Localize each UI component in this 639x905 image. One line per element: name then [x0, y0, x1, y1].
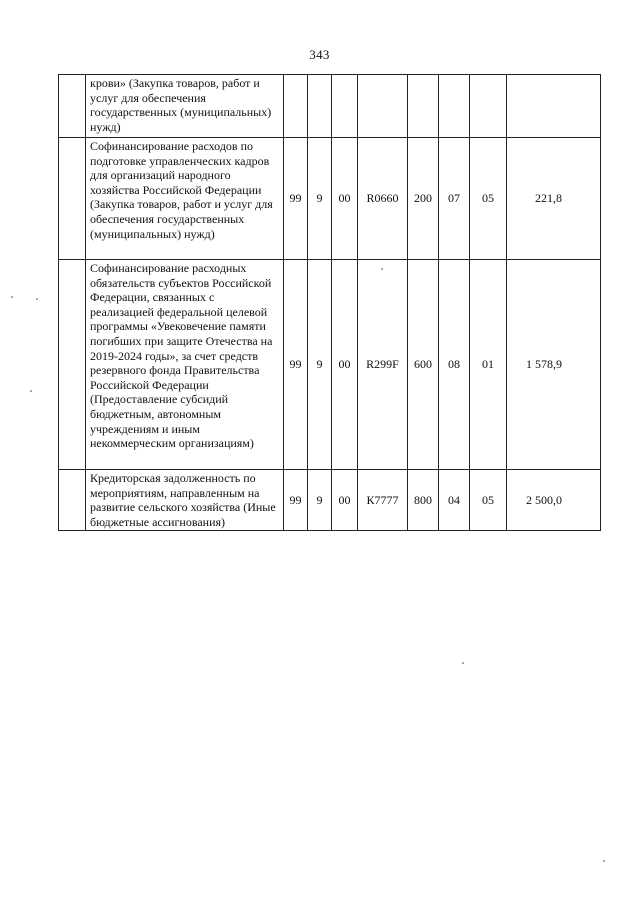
scan-speck [462, 662, 464, 664]
page-number: 343 [309, 47, 330, 62]
amount-cell: 221,8 [507, 138, 601, 260]
description-cell: Кредиторская задолженность по мероприятиям, направленным на развитие сельского хозяйства (Иные бюджетные ассигнования) [86, 470, 284, 531]
table-row [59, 138, 601, 260]
expense-type-cell: 800 [408, 470, 439, 531]
scan-speck [603, 860, 605, 862]
expense-type-cell: 600 [408, 260, 439, 470]
subsection-cell: 05 [470, 138, 507, 260]
target-article-cell [358, 75, 408, 138]
target-article-cell: R0660 [358, 138, 408, 260]
code-cell: 00 [332, 470, 358, 531]
code-cell: 9 [308, 138, 332, 260]
subsection-cell: 05 [470, 470, 507, 531]
amount-cell: 1 578,9 [507, 260, 601, 470]
table-row [59, 260, 601, 470]
amount-cell [507, 75, 601, 138]
code-cell: 99 [284, 138, 308, 260]
budget-table [58, 74, 601, 531]
amount-cell: 2 500,0 [507, 470, 601, 531]
description-cell: крови» (Закупка товаров, работ и услуг для обеспечения государственных (муниципальных) нужд) [86, 75, 284, 138]
expense-type-cell [408, 75, 439, 138]
scan-speck [381, 268, 383, 270]
code-cell: 99 [284, 470, 308, 531]
scan-speck [30, 390, 32, 392]
blank-cell [59, 470, 86, 531]
description-cell: Софинансирование расходов по подготовке управленческих кадров для организаций народного хозяйства Российской Федерации (Закупка товаров, работ и услуг для обеспечения государственных (муниципальных) нужд) [86, 138, 284, 260]
target-article-cell: R299F [358, 260, 408, 470]
section-cell: 08 [439, 260, 470, 470]
blank-cell [59, 138, 86, 260]
table-row [59, 75, 601, 138]
code-cell: 00 [332, 260, 358, 470]
code-cell: 00 [332, 138, 358, 260]
subsection-cell [470, 75, 507, 138]
code-cell: 9 [308, 470, 332, 531]
section-cell: 07 [439, 138, 470, 260]
description-cell: Софинансирование расходных обязательств субъектов Российской Федерации, связанных с реализацией федеральной целевой программы «Увековечение памяти погибших при защите Отечества на 2019-2024 годы», за счет средств резервного фонда Правительства Российской Федерации (Предоставление субсидий бюджетным, автономным учреждениям и иным некоммерческим организациям) [86, 260, 284, 470]
target-article-cell: К7777 [358, 470, 408, 531]
code-cell: 9 [308, 260, 332, 470]
expense-type-cell: 200 [408, 138, 439, 260]
code-cell [332, 75, 358, 138]
code-cell [284, 75, 308, 138]
code-cell: 99 [284, 260, 308, 470]
section-cell [439, 75, 470, 138]
blank-cell [59, 75, 86, 138]
scan-speck [36, 298, 38, 300]
section-cell: 04 [439, 470, 470, 531]
scan-speck [11, 296, 13, 298]
code-cell [308, 75, 332, 138]
table-row [59, 470, 601, 531]
blank-cell [59, 260, 86, 470]
subsection-cell: 01 [470, 260, 507, 470]
